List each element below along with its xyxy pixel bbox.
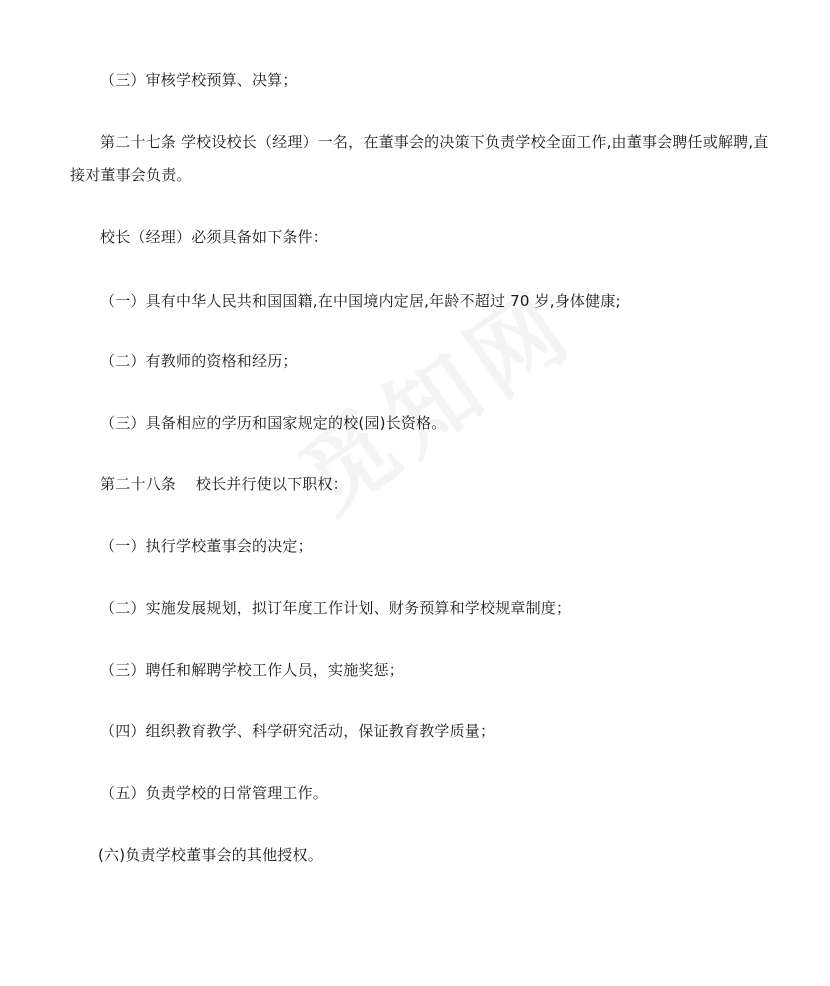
paragraph-article-28: 第二十八条 校长并行使以下职权： [100,475,348,493]
paragraph-power-6: (六)负责学校董事会的其他授权。 [98,846,323,864]
paragraph-power-2: （二）实施发展规划，拟订年度工作计划、财务预算和学校规章制度； [100,599,572,617]
paragraph-principal-conditions: 校长（经理）必须具备如下条件： [100,228,329,246]
paragraph-condition-1: （一）具有中华人民共和国国籍,在中国境内定居,年龄不超过 70 岁,身体健康; [100,292,621,310]
paragraph-article-27: 第二十七条 学校设校长（经理）一名，在董事会的决策下负责学校全面工作,由董事会聘任或解聘,直接对董事会负责。 [70,133,769,184]
paragraph-budget-review: （三）审核学校预算、决算； [100,71,298,89]
paragraph-condition-3: （三）具备相应的学历和国家规定的校(园)长资格。 [100,414,447,432]
paragraph-power-1: （一）执行学校董事会的决定； [100,537,313,555]
paragraph-power-3: （三）聘任和解聘学校工作人员，实施奖惩； [100,661,405,679]
paragraph-power-5: （五）负责学校的日常管理工作。 [100,784,329,802]
paragraph-power-4: （四）组织教育教学、科学研究活动，保证教育教学质量； [100,722,496,740]
paragraph-condition-2: （二）有教师的资格和经历； [100,352,298,370]
